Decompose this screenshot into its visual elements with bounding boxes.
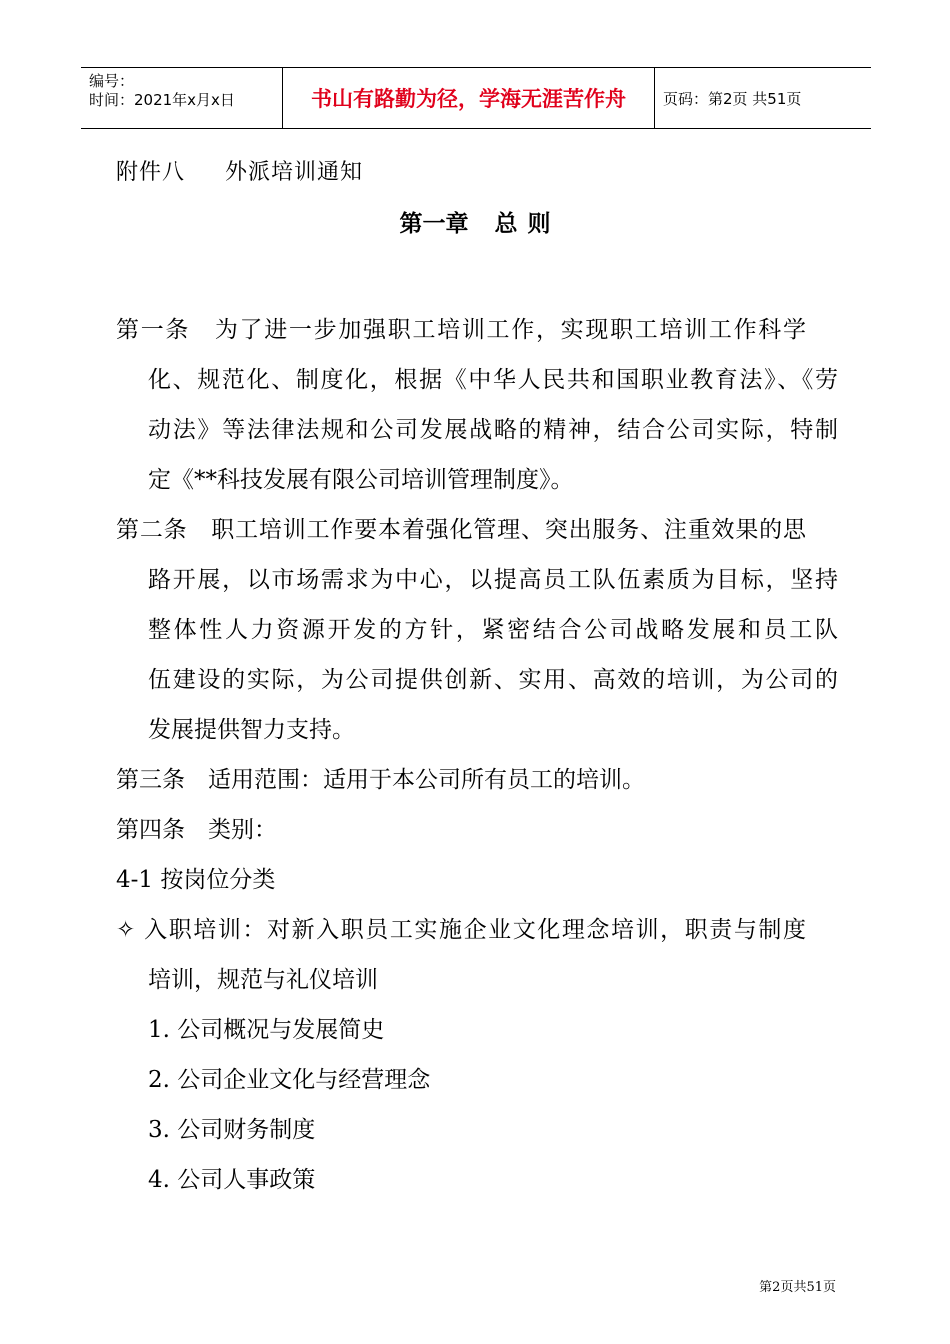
- article-1-line-1: 第一条 为了进一步加强职工培训工作，实现职工培训工作科学: [116, 317, 806, 343]
- article-1-line-4: 定《**科技发展有限公司培训管理制度》。: [148, 467, 574, 493]
- list-item: 2. 公司企业文化与经营理念: [148, 1067, 431, 1093]
- page-footer: 第2页共51页: [759, 1280, 836, 1295]
- article-1-line-3: 动法》等法律法规和公司发展战略的精神，结合公司实际，特制: [148, 417, 838, 443]
- header-motto: 书山有路勤为径，学海无涯苦作舟: [282, 68, 655, 128]
- article-3: 第三条 适用范围：适用于本公司所有员工的培训。: [116, 767, 645, 793]
- document-time-label: 时间：2021年x月x日: [89, 91, 235, 109]
- article-4: 第四条 类别：: [116, 817, 277, 843]
- bullet-onboarding-line-2: 培训，规范与礼仪培训: [148, 967, 378, 993]
- header-page-number: 页码：第2页 共51页: [663, 89, 802, 108]
- chapter-title: [0, 205, 950, 238]
- annex-title: 外派培训通知: [225, 160, 364, 185]
- header-meta: [81, 68, 282, 128]
- annex-label: 附件八: [116, 160, 186, 185]
- list-item: 4. 公司人事政策: [148, 1167, 316, 1193]
- article-2-line-3: 整体性人力资源开发的方针，紧密结合公司战略发展和员工队: [148, 617, 838, 643]
- annex-heading: [116, 155, 363, 186]
- chapter-title-b: 则: [527, 211, 551, 237]
- list-item: 1. 公司概况与发展简史: [148, 1017, 385, 1043]
- bullet-onboarding-line-1: ✧ 入职培训：对新入职员工实施企业文化理念培训，职责与制度: [116, 917, 806, 943]
- article-1-line-2: 化、规范化、制度化，根据《中华人民共和国职业教育法》、《劳: [148, 367, 838, 393]
- article-2-line-2: 路开展，以市场需求为中心，以提高员工队伍素质为目标，坚持: [148, 567, 838, 593]
- list-item: 3. 公司财务制度: [148, 1117, 316, 1143]
- section-4-1: 4-1 按岗位分类: [116, 867, 276, 893]
- article-2-line-1: 第二条 职工培训工作要本着强化管理、突出服务、注重效果的思: [116, 517, 806, 543]
- article-2-line-5: 发展提供智力支持。: [148, 717, 355, 743]
- chapter-title-a: 总: [494, 211, 518, 237]
- chapter-number: 第一章: [399, 211, 469, 237]
- page-header: [81, 67, 871, 129]
- document-number-label: 编号：: [89, 72, 135, 90]
- article-2-line-4: 伍建设的实际，为公司提供创新、实用、高效的培训，为公司的: [148, 667, 838, 693]
